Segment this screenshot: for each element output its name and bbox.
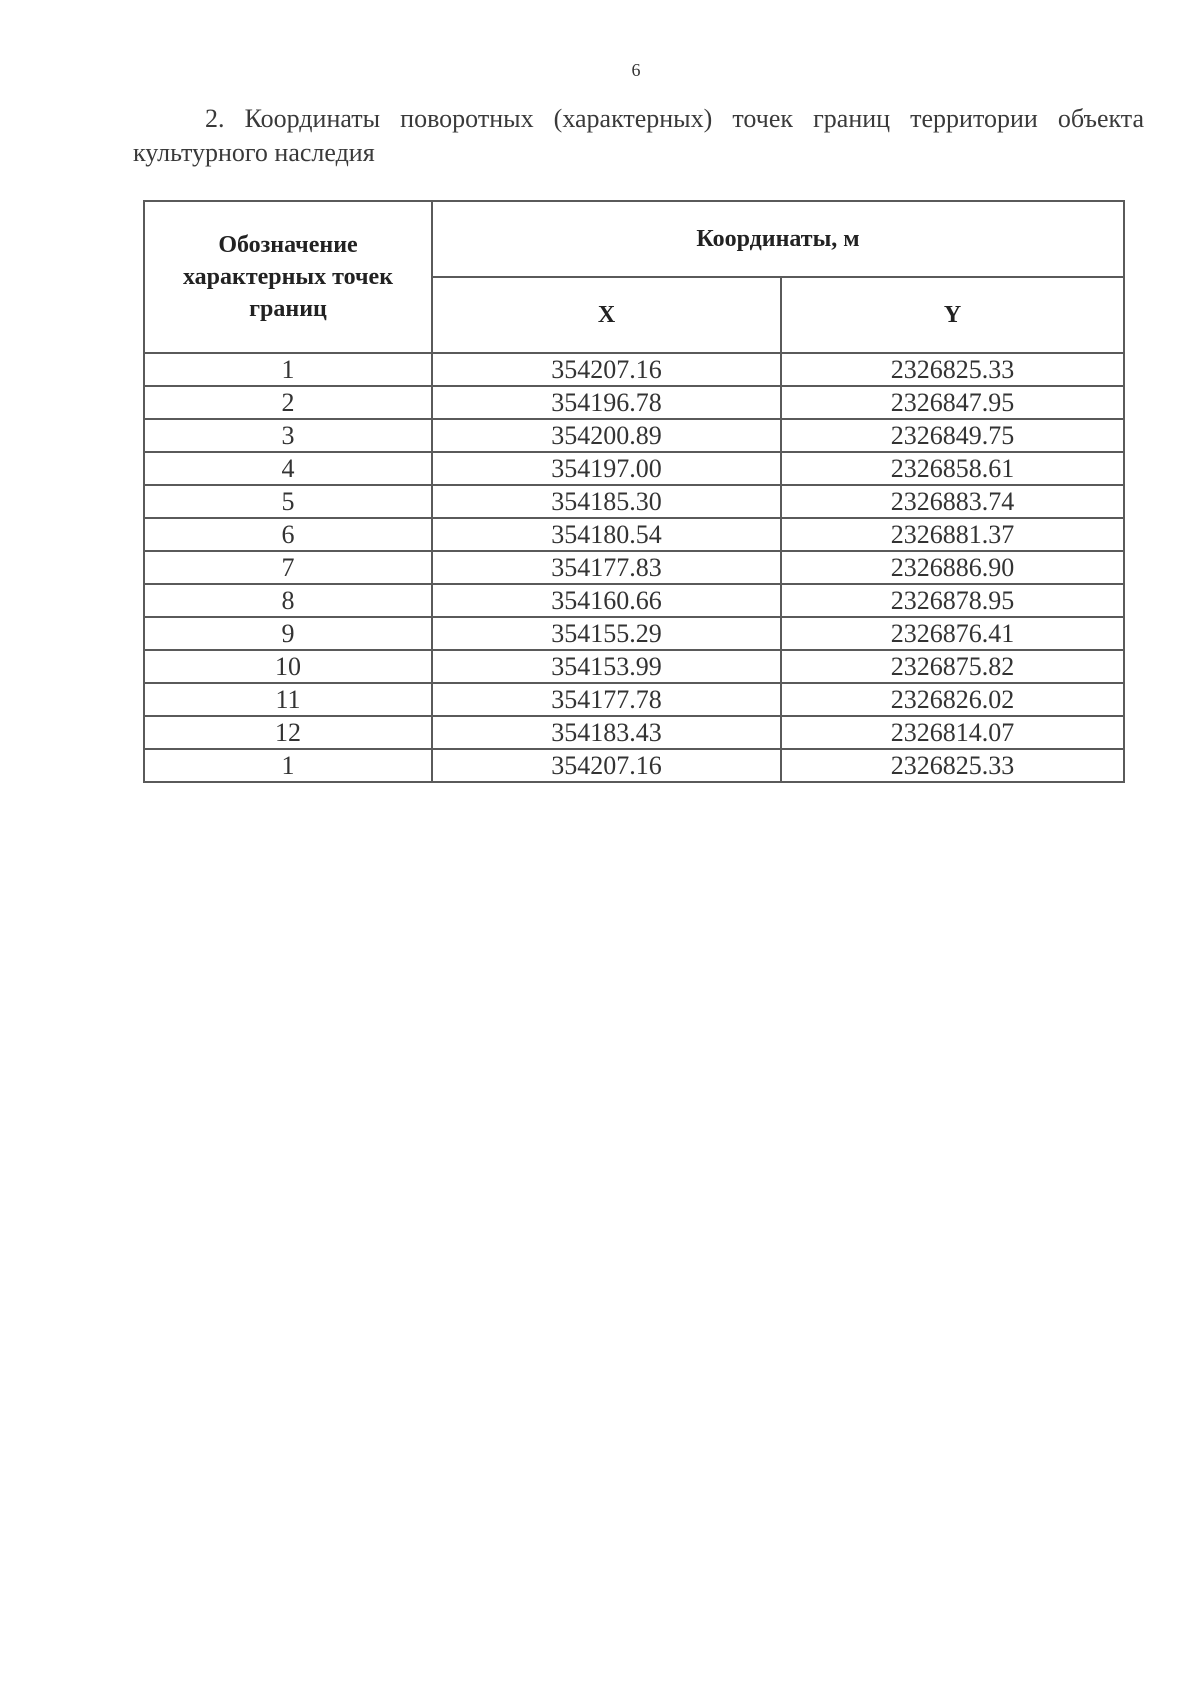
- x-cell: 354153.99: [432, 650, 781, 683]
- point-cell: 1: [144, 749, 432, 782]
- table-row: [144, 518, 1124, 551]
- table-row: [144, 452, 1124, 485]
- point-cell: 1: [144, 353, 432, 386]
- y-cell: 2326876.41: [781, 617, 1124, 650]
- y-cell: 2326825.33: [781, 353, 1124, 386]
- x-cell: 354207.16: [432, 353, 781, 386]
- x-cell: 354155.29: [432, 617, 781, 650]
- x-cell: 354207.16: [432, 749, 781, 782]
- table-row: [144, 386, 1124, 419]
- y-cell: 2326875.82: [781, 650, 1124, 683]
- y-cell: 2326881.37: [781, 518, 1124, 551]
- table-row: [144, 551, 1124, 584]
- table-body: [144, 353, 1124, 782]
- y-cell: 2326814.07: [781, 716, 1124, 749]
- x-cell: 354160.66: [432, 584, 781, 617]
- point-cell: 5: [144, 485, 432, 518]
- x-cell: 354185.30: [432, 485, 781, 518]
- coordinates-table: [143, 200, 1125, 783]
- y-cell: 2326858.61: [781, 452, 1124, 485]
- table-row: [144, 485, 1124, 518]
- y-cell: 2326825.33: [781, 749, 1124, 782]
- page-number: 6: [631, 60, 641, 80]
- point-cell: 8: [144, 584, 432, 617]
- x-cell: 354177.78: [432, 683, 781, 716]
- header-y: Y: [781, 277, 1124, 353]
- point-cell: 12: [144, 716, 432, 749]
- point-cell: 6: [144, 518, 432, 551]
- section-heading: 2. Координаты поворотных (характерных) точек границ территории объекта культурного наследия: [133, 104, 1144, 167]
- x-cell: 354196.78: [432, 386, 781, 419]
- table-row: [144, 353, 1124, 386]
- table-row: [144, 650, 1124, 683]
- y-cell: 2326883.74: [781, 485, 1124, 518]
- table-row: [144, 617, 1124, 650]
- y-cell: 2326886.90: [781, 551, 1124, 584]
- header-point-label: Обозначение характерных точек границ: [144, 201, 432, 353]
- x-cell: 354197.00: [432, 452, 781, 485]
- header-x: X: [432, 277, 781, 353]
- point-cell: 2: [144, 386, 432, 419]
- point-cell: 3: [144, 419, 432, 452]
- point-cell: 4: [144, 452, 432, 485]
- y-cell: 2326878.95: [781, 584, 1124, 617]
- header-coordinates: Координаты, м: [432, 201, 1124, 277]
- x-cell: 354200.89: [432, 419, 781, 452]
- x-cell: 354177.83: [432, 551, 781, 584]
- point-cell: 10: [144, 650, 432, 683]
- y-cell: 2326847.95: [781, 386, 1124, 419]
- table-row: [144, 716, 1124, 749]
- point-cell: 7: [144, 551, 432, 584]
- y-cell: 2326826.02: [781, 683, 1124, 716]
- table-row: [144, 419, 1124, 452]
- point-cell: 11: [144, 683, 432, 716]
- table-row: [144, 683, 1124, 716]
- y-cell: 2326849.75: [781, 419, 1124, 452]
- x-cell: 354180.54: [432, 518, 781, 551]
- x-cell: 354183.43: [432, 716, 781, 749]
- point-cell: 9: [144, 617, 432, 650]
- table-row: [144, 749, 1124, 782]
- table-row: [144, 584, 1124, 617]
